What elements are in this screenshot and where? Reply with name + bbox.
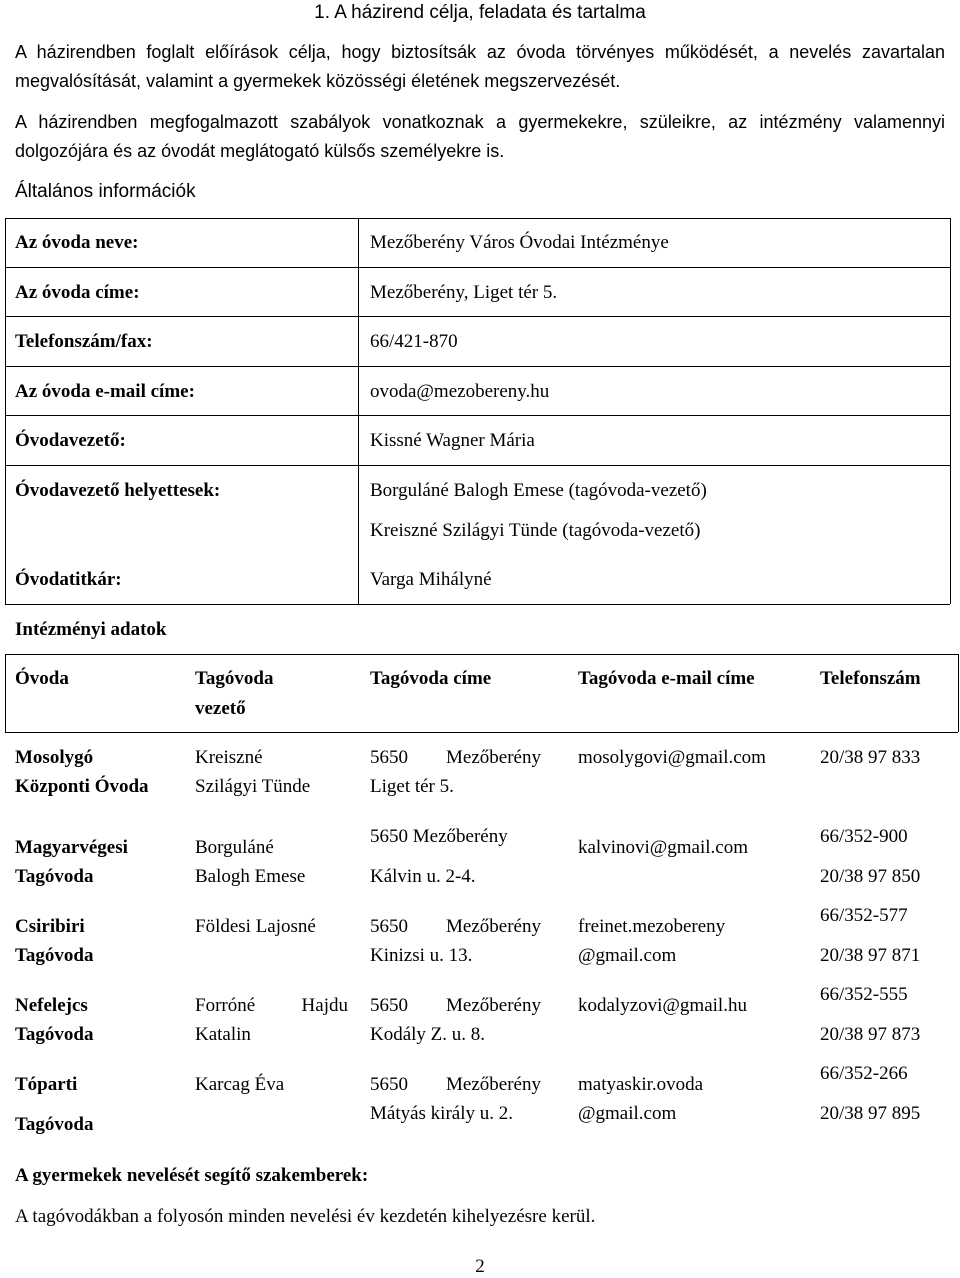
row-leader: Borguláné [195, 837, 274, 858]
row-addr-street: Liget tér 5. [370, 776, 454, 797]
th-vezeto-2: vezető [195, 698, 246, 719]
row-phone: 20/38 97 833 [820, 747, 921, 768]
row-name-2: Tagóvoda [15, 1114, 94, 1135]
row-addr-zip: 5650 [370, 747, 408, 768]
row-phone-2: 20/38 97 850 [820, 866, 921, 887]
row-name: Magyarvégesi [15, 837, 128, 858]
intro-paragraph-1: A házirendben foglalt előírások célja, hogy biztosítsák az óvoda törvényes működését, a nevelés zavartalan megvalósítását, valamint a gyermekek közösségi életének megszervezését. [15, 42, 945, 91]
th-ovoda: Óvoda [15, 668, 69, 689]
label-ovoda-cime: Az óvoda címe: [15, 282, 140, 303]
row-name: Mosolygó [15, 747, 94, 768]
row-phone-2: 20/38 97 895 [820, 1103, 921, 1124]
label-ovodatitkar: Óvodatitkár: [15, 569, 122, 590]
row-addr-street: Kodály Z. u. 8. [370, 1024, 486, 1045]
specialists-heading: A gyermekek nevelését segítő szakemberek: [15, 1165, 369, 1186]
row-phone: 66/352-555 [820, 984, 908, 1005]
value-ovoda-cime: Mezőberény, Liget tér 5. [370, 282, 558, 303]
row-name-2: Központi Óvoda [15, 776, 149, 797]
row-phone-2: 20/38 97 871 [820, 945, 921, 966]
row-name: Nefelejcs [15, 995, 88, 1016]
value-helyettes-1: Borguláné Balogh Emese (tagóvoda-vezető) [370, 480, 707, 501]
value-helyettes-2: Kreiszné Szilágyi Tünde (tagóvoda-vezető) [370, 520, 701, 541]
value-ovoda-neve: Mezőberény Város Óvodai Intézménye [370, 232, 669, 253]
value-ovodavezeto: Kissné Wagner Mária [370, 430, 535, 451]
row-leader: Kreiszné [195, 747, 263, 768]
page-number: 2 [475, 1256, 485, 1277]
row-leader: Karcag Éva [195, 1074, 285, 1095]
label-telefon: Telefonszám/fax: [15, 331, 153, 352]
row-addr-city: Mezőberény [446, 1074, 541, 1095]
row-leader: Földesi Lajosné [195, 916, 316, 937]
th-cime: Tagóvoda címe [370, 668, 492, 689]
intro-paragraph-2: A házirendben megfogalmazott szabályok vonatkoznak a gyermekekre, szüleikre, az intézmény valamennyi dolgozójára és az óvodát meglátogató külsős személyekre is. [15, 112, 945, 161]
row-addr-zip-city: 5650 Mezőberény [370, 826, 508, 847]
row-phone: 66/352-900 [820, 826, 908, 847]
row-addr-zip: 5650 [370, 1074, 408, 1095]
general-info-heading: Általános információk [15, 181, 196, 202]
row-addr-city: Mezőberény [446, 916, 541, 937]
label-helyettesek: Óvodavezető helyettesek: [15, 480, 221, 501]
value-ovodatitkar: Varga Mihályné [370, 569, 492, 590]
row-addr-city: Mezőberény [446, 995, 541, 1016]
row-email: kalvinovi@gmail.com [578, 837, 748, 858]
row-leader-2: Katalin [195, 1024, 251, 1045]
label-ovoda-neve: Az óvoda neve: [15, 232, 139, 253]
row-phone: 66/352-266 [820, 1063, 908, 1084]
row-addr-street: Kinizsi u. 13. [370, 945, 473, 966]
section-title: 1. A házirend célja, feladata és tartalma [314, 2, 646, 23]
th-email: Tagóvoda e-mail címe [578, 668, 755, 689]
value-email: ovoda@mezobereny.hu [370, 381, 550, 402]
row-addr-street: Kálvin u. 2-4. [370, 866, 476, 887]
row-email: kodalyzovi@gmail.hu [578, 995, 747, 1016]
label-ovodavezeto: Óvodavezető: [15, 430, 126, 451]
row-email: freinet.mezobereny [578, 916, 726, 937]
row-email: mosolygovi@gmail.com [578, 747, 766, 768]
row-email: matyaskir.ovoda [578, 1074, 704, 1095]
row-leader-2: Szilágyi Tünde [195, 776, 311, 797]
row-leader: Forróné Hajdu [195, 995, 348, 1016]
row-phone: 66/352-577 [820, 905, 908, 926]
row-email-2: @gmail.com [578, 1103, 677, 1124]
row-addr-zip: 5650 [370, 995, 408, 1016]
th-telefon: Telefonszám [820, 668, 921, 689]
label-email: Az óvoda e-mail címe: [15, 381, 195, 402]
row-addr-street: Mátyás király u. 2. [370, 1103, 514, 1124]
row-leader-2: Balogh Emese [195, 866, 306, 887]
row-name: Csiribiri [15, 916, 85, 937]
row-email-2: @gmail.com [578, 945, 677, 966]
row-name-2: Tagóvoda [15, 945, 94, 966]
value-telefon: 66/421-870 [370, 331, 458, 352]
row-addr-city: Mezőberény [446, 747, 541, 768]
specialists-text: A tagóvodákban a folyosón minden nevelési év kezdetén kihelyezésre kerül. [15, 1206, 596, 1227]
institution-data-heading: Intézményi adatok [15, 619, 167, 640]
row-name: Tóparti [15, 1074, 78, 1095]
row-phone-2: 20/38 97 873 [820, 1024, 921, 1045]
row-name-2: Tagóvoda [15, 1024, 94, 1045]
row-addr-zip: 5650 [370, 916, 408, 937]
th-vezeto-1: Tagóvoda [195, 668, 274, 689]
row-name-2: Tagóvoda [15, 866, 94, 887]
